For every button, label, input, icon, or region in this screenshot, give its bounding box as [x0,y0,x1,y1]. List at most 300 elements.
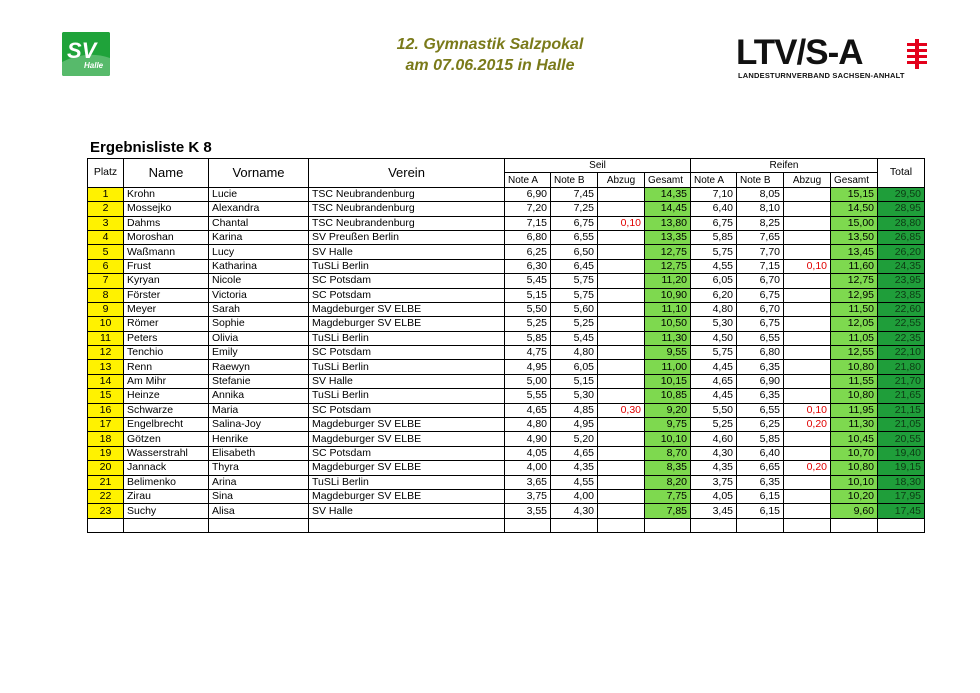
cell-name: Dahms [124,216,209,230]
table-row [88,331,925,345]
cell-vorname: Nicole [209,274,309,288]
cell-seil-note-a: 4,05 [505,446,551,460]
cell-reifen-note-b: 6,35 [737,475,784,489]
cell-verein: SC Potsdam [309,288,505,302]
cell-name: Wasserstrahl [124,446,209,460]
cell-platz: 3 [88,216,124,230]
cell-verein: TuSLi Berlin [309,331,505,345]
cell-vorname: Olivia [209,331,309,345]
cell-reifen-abzug [784,504,831,518]
cell-reifen-note-b: 6,90 [737,374,784,388]
table-row [88,346,925,360]
cell-reifen-abzug: 0,10 [784,259,831,273]
cell-reifen-abzug [784,202,831,216]
empty-cell [124,518,209,532]
cell-verein: SC Potsdam [309,346,505,360]
cell-seil-note-a: 5,45 [505,274,551,288]
cell-seil-abzug [598,331,645,345]
cell-seil-note-a: 4,65 [505,403,551,417]
cell-reifen-note-a: 4,65 [691,374,737,388]
cell-verein: SV Preußen Berlin [309,230,505,244]
cell-vorname: Maria [209,403,309,417]
header-reifen-note-b: Note B [737,173,784,187]
header-total: Total [878,159,925,188]
cell-seil-abzug [598,274,645,288]
svg-text:SV: SV [67,38,97,63]
cell-reifen-abzug [784,446,831,460]
cell-total: 21,80 [878,360,925,374]
cell-seil-gesamt: 8,35 [645,461,691,475]
table-row [88,317,925,331]
cell-reifen-abzug [784,374,831,388]
cell-total: 21,15 [878,403,925,417]
cell-reifen-abzug [784,216,831,230]
empty-cell [784,518,831,532]
event-title [335,34,645,76]
cell-reifen-gesamt: 11,30 [831,418,878,432]
cell-seil-note-a: 5,25 [505,317,551,331]
empty-cell [209,518,309,532]
cell-seil-abzug [598,418,645,432]
cell-platz: 15 [88,389,124,403]
table-row [88,374,925,388]
table-row [88,403,925,417]
cell-name: Zirau [124,489,209,503]
cell-verein: Magdeburger SV ELBE [309,302,505,316]
cell-verein: TuSLi Berlin [309,259,505,273]
cell-total: 21,05 [878,418,925,432]
cell-seil-note-b: 5,15 [551,374,598,388]
empty-cell [831,518,878,532]
cell-seil-note-a: 4,95 [505,360,551,374]
cell-total: 21,65 [878,389,925,403]
cell-verein: SC Potsdam [309,446,505,460]
header-reifen-gesamt: Gesamt [831,173,878,187]
cell-name: Römer [124,317,209,331]
cell-seil-note-a: 7,20 [505,202,551,216]
cell-reifen-note-a: 5,50 [691,403,737,417]
cell-reifen-note-a: 4,45 [691,360,737,374]
cell-platz: 20 [88,461,124,475]
cell-verein: SV Halle [309,374,505,388]
cell-reifen-note-a: 4,05 [691,489,737,503]
table-row [88,360,925,374]
cell-verein: Magdeburger SV ELBE [309,418,505,432]
cell-reifen-note-b: 6,15 [737,489,784,503]
cell-reifen-note-a: 4,30 [691,446,737,460]
cell-seil-note-a: 6,80 [505,230,551,244]
cell-reifen-gesamt: 11,95 [831,403,878,417]
cell-seil-note-b: 5,30 [551,389,598,403]
cell-seil-gesamt: 10,50 [645,317,691,331]
cell-name: Götzen [124,432,209,446]
cell-seil-abzug [598,202,645,216]
cell-total: 28,80 [878,216,925,230]
cell-reifen-abzug [784,245,831,259]
cell-reifen-note-b: 7,65 [737,230,784,244]
cell-vorname: Raewyn [209,360,309,374]
header-verein: Verein [309,159,505,188]
header-reifen-note-a: Note A [691,173,737,187]
cell-reifen-note-b: 6,70 [737,302,784,316]
cell-total: 21,70 [878,374,925,388]
cell-reifen-note-b: 7,15 [737,259,784,273]
cell-total: 22,60 [878,302,925,316]
cell-name: Tenchio [124,346,209,360]
cell-reifen-note-b: 6,75 [737,317,784,331]
ltv-sa-logo [736,33,926,82]
cell-vorname: Emily [209,346,309,360]
cell-reifen-note-b: 6,40 [737,446,784,460]
cell-verein: Magdeburger SV ELBE [309,432,505,446]
cell-seil-abzug [598,360,645,374]
cell-reifen-note-a: 4,60 [691,432,737,446]
cell-seil-abzug [598,346,645,360]
cell-seil-note-a: 3,75 [505,489,551,503]
cell-name: Schwarze [124,403,209,417]
cell-total: 26,85 [878,230,925,244]
cell-seil-abzug [598,461,645,475]
cell-seil-gesamt: 7,85 [645,504,691,518]
cell-seil-gesamt: 10,15 [645,374,691,388]
cell-reifen-note-b: 6,55 [737,331,784,345]
cell-seil-gesamt: 12,75 [645,245,691,259]
cell-seil-abzug [598,245,645,259]
empty-cell [737,518,784,532]
cell-name: Belimenko [124,475,209,489]
cell-seil-note-b: 6,55 [551,230,598,244]
header-seil-note-a: Note A [505,173,551,187]
cell-seil-gesamt: 9,20 [645,403,691,417]
cell-seil-gesamt: 7,75 [645,489,691,503]
cell-verein: SC Potsdam [309,403,505,417]
cell-seil-note-a: 6,25 [505,245,551,259]
cell-total: 22,35 [878,331,925,345]
event-title-line2: am 07.06.2015 in Halle [405,57,575,74]
cell-seil-abzug [598,187,645,201]
cell-name: Am Mihr [124,374,209,388]
table-row [88,302,925,316]
cell-reifen-note-a: 6,40 [691,202,737,216]
cell-seil-gesamt: 10,10 [645,432,691,446]
cell-reifen-note-b: 6,35 [737,360,784,374]
cell-reifen-note-a: 6,20 [691,288,737,302]
cell-reifen-note-b: 6,35 [737,389,784,403]
cell-vorname: Thyra [209,461,309,475]
empty-cell [309,518,505,532]
cell-name: Heinze [124,389,209,403]
cell-reifen-note-b: 6,55 [737,403,784,417]
cell-reifen-gesamt: 11,55 [831,374,878,388]
cell-reifen-gesamt: 10,45 [831,432,878,446]
cell-seil-abzug [598,288,645,302]
cell-platz: 8 [88,288,124,302]
empty-cell [505,518,551,532]
cell-reifen-gesamt: 14,50 [831,202,878,216]
empty-cell [88,518,124,532]
empty-cell [878,518,925,532]
cell-reifen-gesamt: 9,60 [831,504,878,518]
cell-reifen-note-a: 4,80 [691,302,737,316]
cell-total: 22,10 [878,346,925,360]
cell-seil-note-a: 5,55 [505,389,551,403]
cell-name: Jannack [124,461,209,475]
cell-reifen-note-b: 6,75 [737,288,784,302]
cell-platz: 16 [88,403,124,417]
cell-reifen-gesamt: 10,80 [831,389,878,403]
cell-seil-abzug [598,230,645,244]
cell-reifen-note-a: 4,45 [691,389,737,403]
cell-reifen-gesamt: 13,50 [831,230,878,244]
cell-seil-note-b: 7,45 [551,187,598,201]
cell-seil-gesamt: 10,85 [645,389,691,403]
cell-reifen-note-b: 6,25 [737,418,784,432]
cell-seil-gesamt: 11,30 [645,331,691,345]
cell-reifen-abzug [784,389,831,403]
cell-reifen-gesamt: 10,80 [831,461,878,475]
cell-reifen-note-b: 6,70 [737,274,784,288]
table-header-row-groups [88,159,925,173]
table-row [88,489,925,503]
cell-seil-abzug [598,389,645,403]
cell-seil-note-b: 5,45 [551,331,598,345]
ltv-sa-logo-subtitle: LANDESTURNVERBAND SACHSEN-ANHALT [738,71,905,80]
cell-verein: TuSLi Berlin [309,360,505,374]
cell-vorname: Lucie [209,187,309,201]
table-row [88,187,925,201]
cell-name: Krohn [124,187,209,201]
cell-vorname: Annika [209,389,309,403]
table-row [88,418,925,432]
cell-reifen-note-a: 5,85 [691,230,737,244]
cell-reifen-note-a: 5,25 [691,418,737,432]
cell-name: Moroshan [124,230,209,244]
cell-seil-abzug [598,432,645,446]
cell-reifen-note-a: 4,50 [691,331,737,345]
header-seil-note-b: Note B [551,173,598,187]
cell-seil-note-a: 3,65 [505,475,551,489]
sv-halle-logo [62,32,110,76]
cell-reifen-note-a: 4,55 [691,259,737,273]
table-row [88,230,925,244]
cell-reifen-note-a: 5,30 [691,317,737,331]
cell-seil-note-b: 4,80 [551,346,598,360]
cell-seil-gesamt: 8,20 [645,475,691,489]
cell-vorname: Sina [209,489,309,503]
table-row-empty [88,518,925,532]
table-row [88,432,925,446]
cell-total: 17,45 [878,504,925,518]
cell-seil-note-b: 4,35 [551,461,598,475]
cell-reifen-note-b: 6,15 [737,504,784,518]
cell-reifen-note-b: 5,85 [737,432,784,446]
cell-seil-abzug [598,446,645,460]
cell-seil-gesamt: 9,75 [645,418,691,432]
cell-reifen-note-a: 3,75 [691,475,737,489]
cell-name: Suchy [124,504,209,518]
cell-platz: 9 [88,302,124,316]
empty-cell [551,518,598,532]
cell-verein: TuSLi Berlin [309,475,505,489]
cell-vorname: Arina [209,475,309,489]
header-platz: Platz [88,159,124,188]
cell-seil-note-b: 4,00 [551,489,598,503]
cell-vorname: Sophie [209,317,309,331]
cell-seil-note-b: 6,50 [551,245,598,259]
cell-total: 22,55 [878,317,925,331]
cell-reifen-abzug [784,346,831,360]
cell-name: Förster [124,288,209,302]
cell-vorname: Stefanie [209,374,309,388]
cell-vorname: Karina [209,230,309,244]
cell-seil-note-b: 4,65 [551,446,598,460]
cell-reifen-gesamt: 10,10 [831,475,878,489]
cell-vorname: Katharina [209,259,309,273]
cell-total: 29,50 [878,187,925,201]
cell-seil-abzug [598,302,645,316]
cell-vorname: Elisabeth [209,446,309,460]
cell-reifen-abzug: 0,20 [784,418,831,432]
cell-seil-note-b: 4,30 [551,504,598,518]
cell-seil-note-b: 5,75 [551,274,598,288]
cell-vorname: Lucy [209,245,309,259]
header-name: Name [124,159,209,188]
cell-seil-gesamt: 14,35 [645,187,691,201]
cell-seil-gesamt: 11,10 [645,302,691,316]
cell-vorname: Victoria [209,288,309,302]
cell-reifen-abzug: 0,10 [784,403,831,417]
cell-platz: 17 [88,418,124,432]
cell-verein: TSC Neubrandenburg [309,216,505,230]
cell-vorname: Alisa [209,504,309,518]
table-row [88,202,925,216]
cell-platz: 23 [88,504,124,518]
cell-reifen-gesamt: 10,20 [831,489,878,503]
cell-seil-note-b: 5,20 [551,432,598,446]
table-row [88,475,925,489]
cell-total: 24,35 [878,259,925,273]
cell-reifen-note-a: 3,45 [691,504,737,518]
cell-verein: TSC Neubrandenburg [309,187,505,201]
cell-verein: SC Potsdam [309,274,505,288]
cell-reifen-gesamt: 11,50 [831,302,878,316]
cell-seil-abzug [598,489,645,503]
cell-platz: 18 [88,432,124,446]
cell-reifen-abzug [784,475,831,489]
cell-platz: 12 [88,346,124,360]
cell-reifen-abzug [784,274,831,288]
cell-seil-note-b: 6,05 [551,360,598,374]
cell-reifen-gesamt: 12,95 [831,288,878,302]
header-group-reifen: Reifen [691,159,878,173]
cell-reifen-gesamt: 12,55 [831,346,878,360]
cell-reifen-abzug [784,317,831,331]
cell-seil-note-a: 5,00 [505,374,551,388]
header-reifen-abzug: Abzug [784,173,831,187]
cell-seil-note-b: 5,75 [551,288,598,302]
cell-verein: Magdeburger SV ELBE [309,317,505,331]
cell-reifen-note-b: 8,05 [737,187,784,201]
cell-reifen-abzug [784,360,831,374]
cell-seil-note-a: 5,15 [505,288,551,302]
cell-reifen-note-a: 7,10 [691,187,737,201]
cell-platz: 19 [88,446,124,460]
cell-reifen-gesamt: 11,05 [831,331,878,345]
table-row [88,461,925,475]
cell-name: Mossejko [124,202,209,216]
cell-seil-gesamt: 14,45 [645,202,691,216]
cell-reifen-gesamt: 15,15 [831,187,878,201]
cell-name: Peters [124,331,209,345]
cell-seil-note-b: 6,45 [551,259,598,273]
cell-vorname: Sarah [209,302,309,316]
cell-verein: SV Halle [309,245,505,259]
cell-reifen-gesamt: 13,45 [831,245,878,259]
cell-seil-note-b: 6,75 [551,216,598,230]
cell-total: 28,95 [878,202,925,216]
cell-seil-note-a: 4,80 [505,418,551,432]
cell-total: 23,85 [878,288,925,302]
cell-reifen-abzug [784,230,831,244]
cell-name: Waßmann [124,245,209,259]
table-row [88,446,925,460]
cell-verein: TuSLi Berlin [309,389,505,403]
cell-seil-note-a: 6,90 [505,187,551,201]
cell-platz: 22 [88,489,124,503]
cell-reifen-note-a: 5,75 [691,346,737,360]
cell-platz: 4 [88,230,124,244]
cell-seil-note-a: 4,00 [505,461,551,475]
svg-text:Halle: Halle [84,61,104,70]
cell-reifen-abzug [784,187,831,201]
cell-total: 17,95 [878,489,925,503]
empty-cell [598,518,645,532]
cell-seil-note-a: 3,55 [505,504,551,518]
cell-verein: Magdeburger SV ELBE [309,461,505,475]
cell-seil-note-b: 5,25 [551,317,598,331]
cell-verein: TSC Neubrandenburg [309,202,505,216]
ltv-cross-icon [907,39,927,69]
cell-platz: 14 [88,374,124,388]
cell-seil-note-a: 4,90 [505,432,551,446]
cell-verein: SV Halle [309,504,505,518]
cell-platz: 1 [88,187,124,201]
cell-reifen-note-b: 7,70 [737,245,784,259]
cell-seil-note-b: 4,95 [551,418,598,432]
header-vorname: Vorname [209,159,309,188]
sv-halle-logo-icon [62,32,110,76]
cell-reifen-note-a: 6,05 [691,274,737,288]
cell-platz: 5 [88,245,124,259]
cell-reifen-note-a: 5,75 [691,245,737,259]
cell-seil-gesamt: 11,20 [645,274,691,288]
cell-seil-note-b: 4,85 [551,403,598,417]
cell-reifen-note-a: 6,75 [691,216,737,230]
cell-vorname: Chantal [209,216,309,230]
cell-seil-note-b: 5,60 [551,302,598,316]
cell-seil-abzug: 0,10 [598,216,645,230]
cell-reifen-gesamt: 12,75 [831,274,878,288]
cell-seil-note-a: 6,30 [505,259,551,273]
cell-reifen-gesamt: 11,60 [831,259,878,273]
cell-seil-gesamt: 9,55 [645,346,691,360]
cell-seil-note-a: 5,50 [505,302,551,316]
cell-reifen-gesamt: 10,80 [831,360,878,374]
header-seil-gesamt: Gesamt [645,173,691,187]
cell-seil-abzug [598,374,645,388]
cell-seil-note-b: 4,55 [551,475,598,489]
cell-seil-gesamt: 13,80 [645,216,691,230]
